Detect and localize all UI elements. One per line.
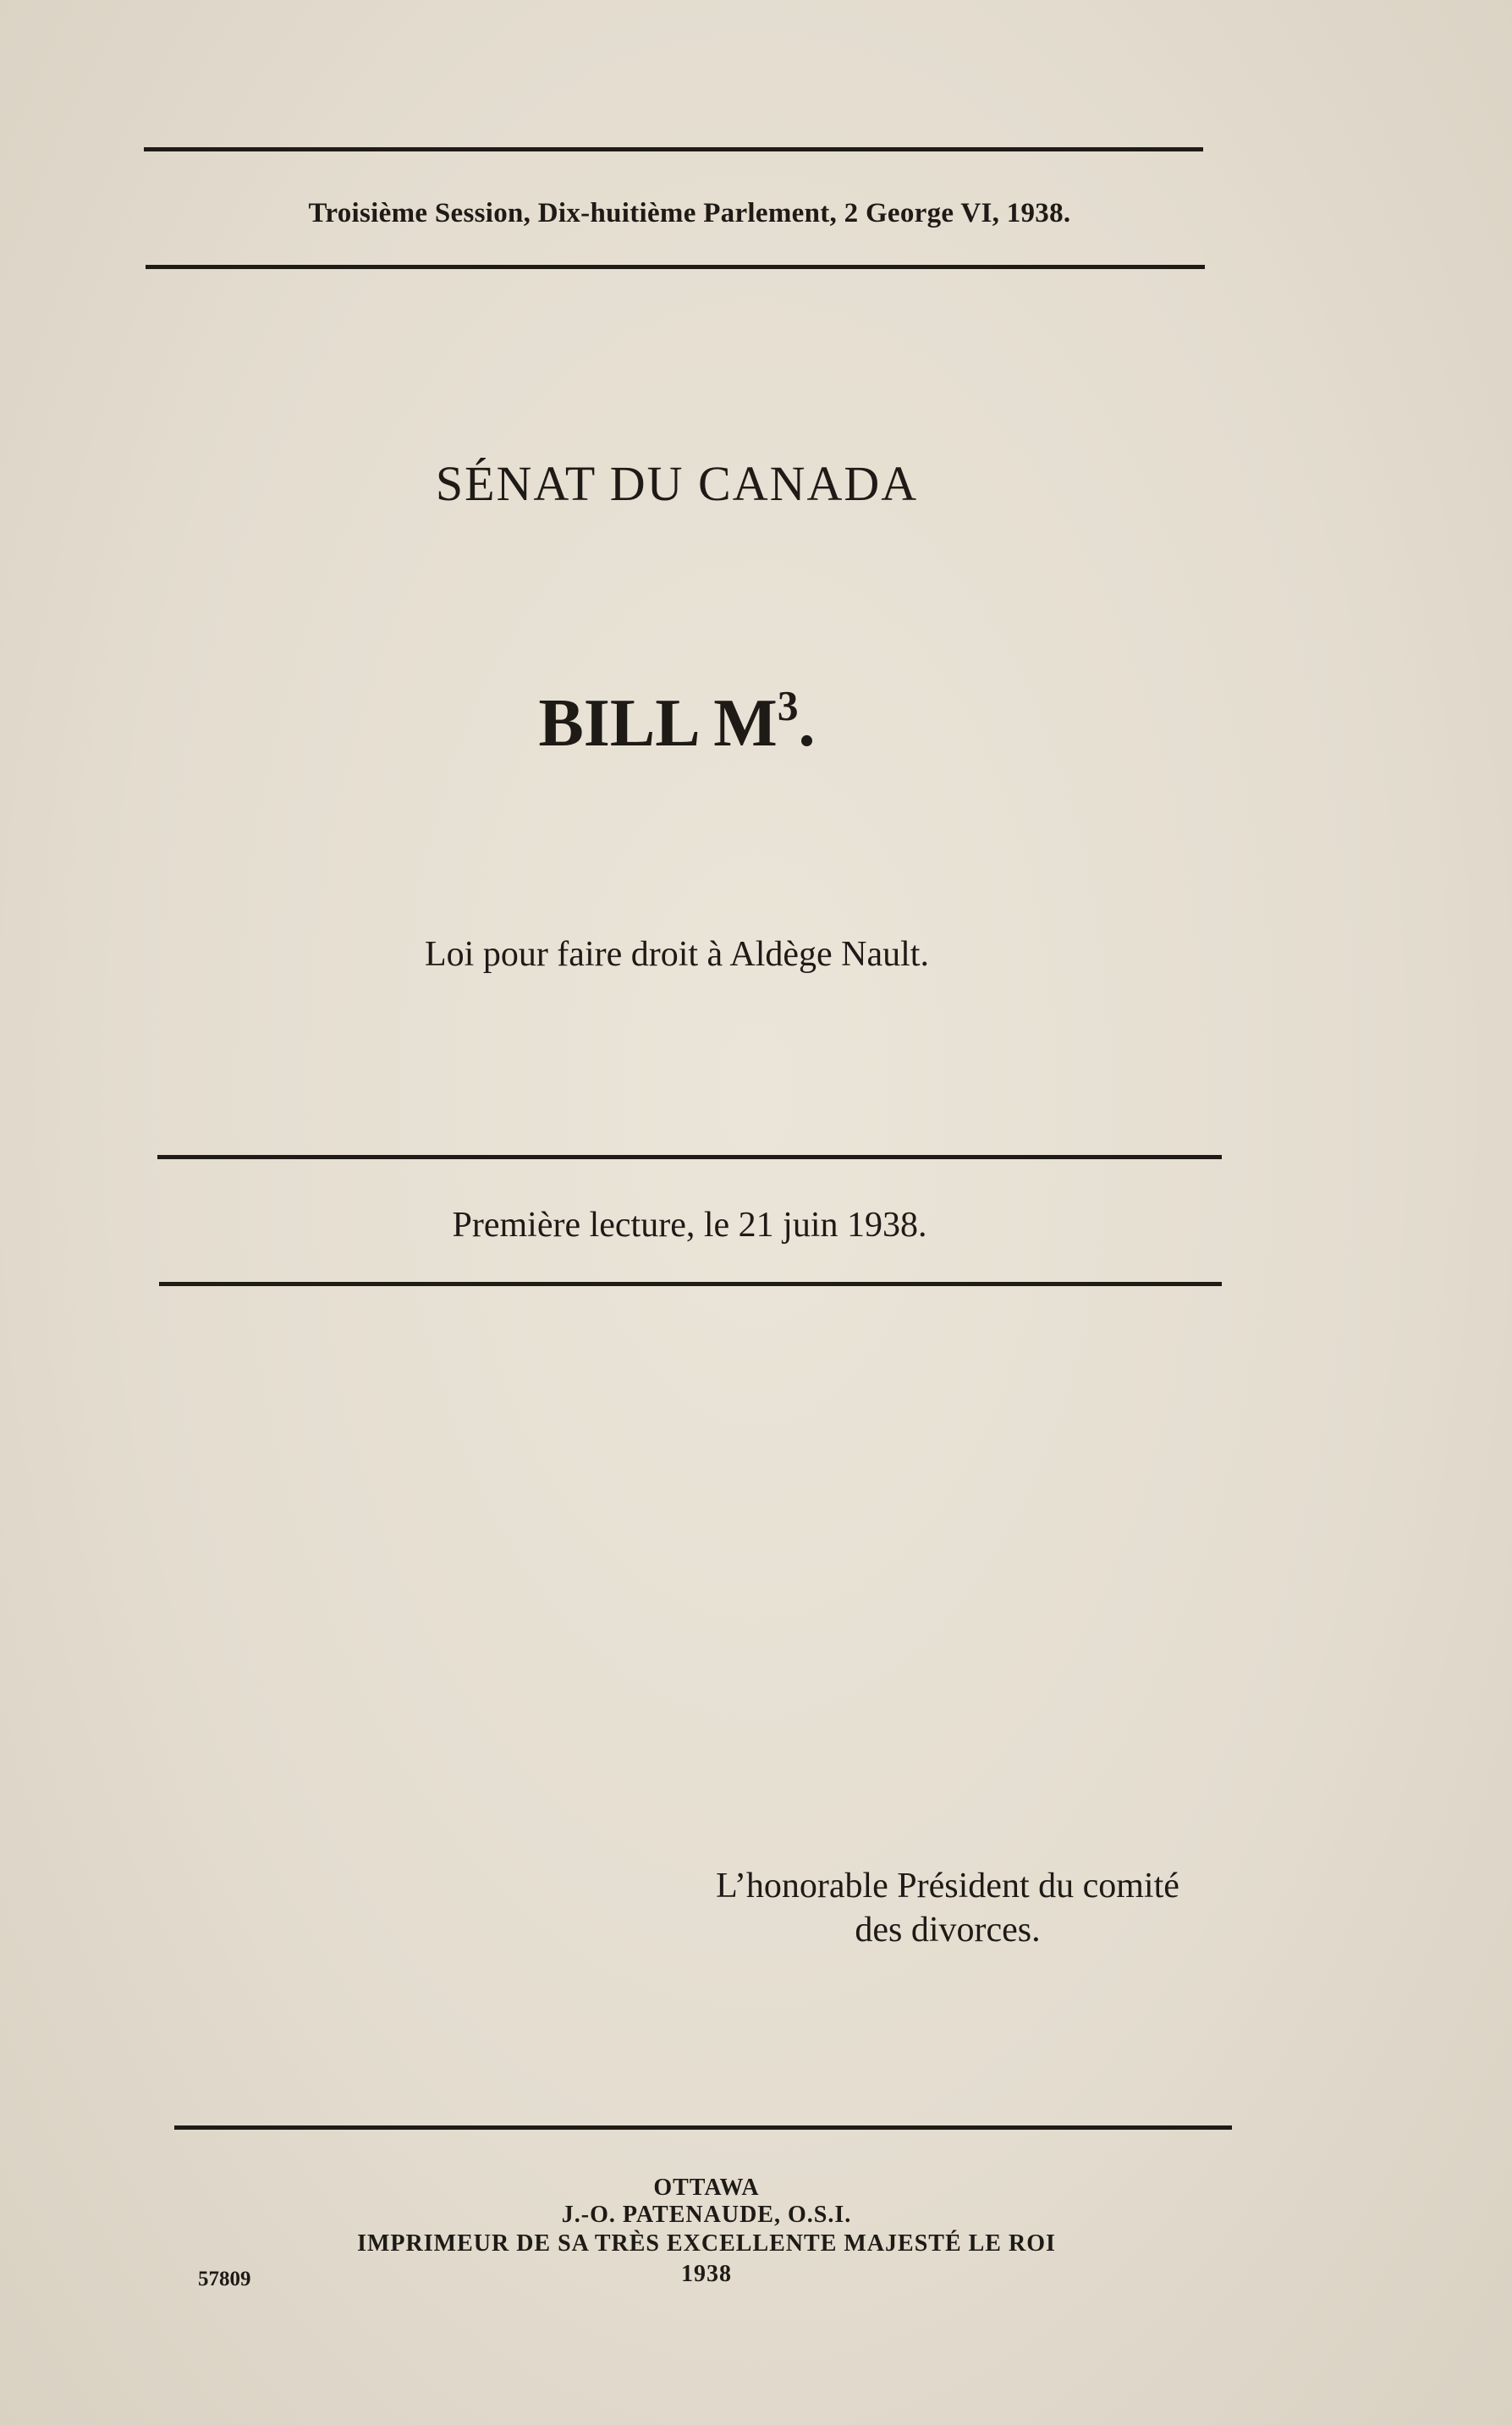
bill-label: BILL M xyxy=(538,686,778,761)
printer-city: OTTAWA xyxy=(653,2175,760,2201)
print-year: 1938 xyxy=(681,2261,732,2287)
printer-title: IMPRIMEUR DE SA TRÈS EXCELLENTE MAJESTÉ LE ROI xyxy=(357,2230,1056,2257)
sponsor-line-1: L’honorable Président du comité xyxy=(716,1867,1179,1905)
header-rule xyxy=(146,265,1205,269)
bill-period: . xyxy=(798,686,816,761)
print-number: 57809 xyxy=(198,2268,251,2290)
printer-name: J.-O. PATENAUDE, O.S.I. xyxy=(561,2202,852,2228)
footer-rule xyxy=(174,2125,1232,2130)
reading-top-rule xyxy=(157,1155,1222,1159)
session-line: Troisième Session, Dix-huitième Parlement, 2 George VI, 1938. xyxy=(308,198,1071,228)
first-reading-date: Première lecture, le 21 juin 1938. xyxy=(452,1206,927,1245)
sponsor-block xyxy=(592,1864,1303,1952)
bill-title: Loi pour faire droit à Aldège Nault. xyxy=(425,935,929,974)
reading-bottom-rule xyxy=(159,1282,1222,1286)
senate-heading: SÉNAT DU CANADA xyxy=(435,456,919,511)
top-rule xyxy=(144,147,1203,151)
sponsor-line-2: des divorces. xyxy=(855,1911,1041,1949)
bill-number xyxy=(144,682,1210,762)
bill-superscript: 3 xyxy=(777,682,799,729)
